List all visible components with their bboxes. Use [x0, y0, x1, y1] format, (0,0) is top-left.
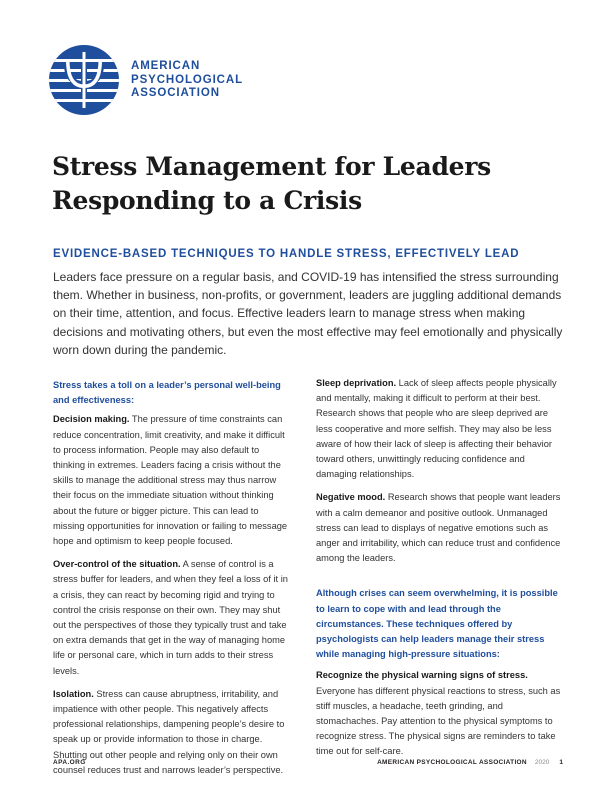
right-lead: Although crises can seem overwhelming, it is possible to learn to cope with and lead through the circumstances. These techniques offered by psychologists can help leaders manage their stress while managing high-pressure situations: — [316, 588, 558, 660]
left-lead: Stress takes a toll on a leader’s personal well-being and effectiveness: — [53, 380, 281, 406]
intro-paragraph: Leaders face pressure on a regular basis, and COVID-19 has intensified the stress surrounding them. Whether in business, non-profits, or government, leaders are juggling additional demands on their time, attention, and focus. Effective leaders learn to manage stress when making decisions and motivating others, but even the most effective may feel emotionally and physically worn down during the pandemic. — [53, 270, 563, 357]
item-body: Research shows that people want leaders with a calm demeanor and positive outlook. Unmanaged stress can lead to displays of negative emotions such as anger and irritability, which can reduce trust and confidence among the leaders. — [316, 492, 561, 564]
org-name-line: ASSOCIATION — [131, 87, 220, 99]
org-name — [131, 60, 243, 101]
subheading: EVIDENCE-BASED TECHNIQUES TO HANDLE STRESS, EFFECTIVELY LEAD — [53, 248, 520, 260]
page-title-line: Stress Management for Leaders — [52, 152, 491, 181]
footer-org: AMERICAN PSYCHOLOGICAL ASSOCIATION — [377, 759, 527, 766]
item-term: Isolation. — [53, 688, 94, 699]
tip-term: Recognize the physical warning signs of stress. — [316, 670, 528, 681]
left-column — [53, 378, 291, 786]
page-title — [52, 150, 572, 218]
right-column — [316, 376, 566, 768]
list-item — [316, 376, 566, 482]
item-term: Over-control of the situation. — [53, 559, 181, 570]
page-number: 1 — [559, 759, 563, 766]
list-item — [53, 412, 291, 549]
footer-year: 2020 — [534, 759, 550, 766]
org-name-line: AMERICAN — [131, 60, 201, 72]
item-term: Sleep deprivation. — [316, 378, 397, 388]
item-body: Stress can cause abruptness, irritability, and impatience with other people. This negatively affects professional relationships, dampening people’s desire to speak up or provide information to those in charge. Shutting out other people and relying only on their own counsel reduces trust and narrows leader’s perspective. — [53, 688, 285, 775]
item-body: A sense of control is a stress buffer for leaders, and when they feel a loss of it in a crisis, they can react by becoming rigid and trying to control the crisis response on their own. They may shut out the perspectives of those they typically trust and take on extra demands that get in the way of managing home life or personal care, which in turn adds to their stress levels. — [53, 559, 288, 676]
list-item — [53, 557, 291, 679]
tip-body: Everyone has different physical reactions to stress, such as stiff muscles, a headache, teeth grinding, and stomachaches. Pay attention to the physical symptoms to recognize stress. The physical signs are reminders to take time out for self-care. — [316, 685, 561, 757]
apa-psi-logo-icon — [48, 44, 120, 116]
apa-logo — [48, 44, 120, 116]
footer-right — [377, 759, 563, 766]
page-footer — [53, 759, 563, 773]
item-body: Lack of sleep affects people physically and mentally, making it difficult to perform at their best. Research shows that people who are sleep deprived are less cooperative and more selfish. They may also be less aware of how their lack of sleep is affecting their behavior toward others, unwittingly reducing confidence and damaging relationships. — [316, 378, 557, 480]
org-name-line: PSYCHOLOGICAL — [131, 73, 244, 86]
page-title-line: Responding to a Crisis — [52, 186, 362, 215]
item-term: Decision making. — [53, 414, 130, 425]
list-item — [316, 490, 566, 566]
tip-heading — [316, 668, 566, 683]
footer-site: APA.ORG — [53, 759, 86, 766]
item-term: Negative mood. — [316, 492, 386, 503]
item-body: The pressure of time constraints can reduce concentration, limit creativity, and make it difficult to process information. People may also default to thinking in extremes. Leaders facing a crisis without the skills to manage the additional stress may thus narrow their focus on the immediate situation without thinking about the future or bigger picture. This can lead to missing opportunities for innovation or failing to message hope and optimism to keep people focused. — [53, 414, 288, 547]
